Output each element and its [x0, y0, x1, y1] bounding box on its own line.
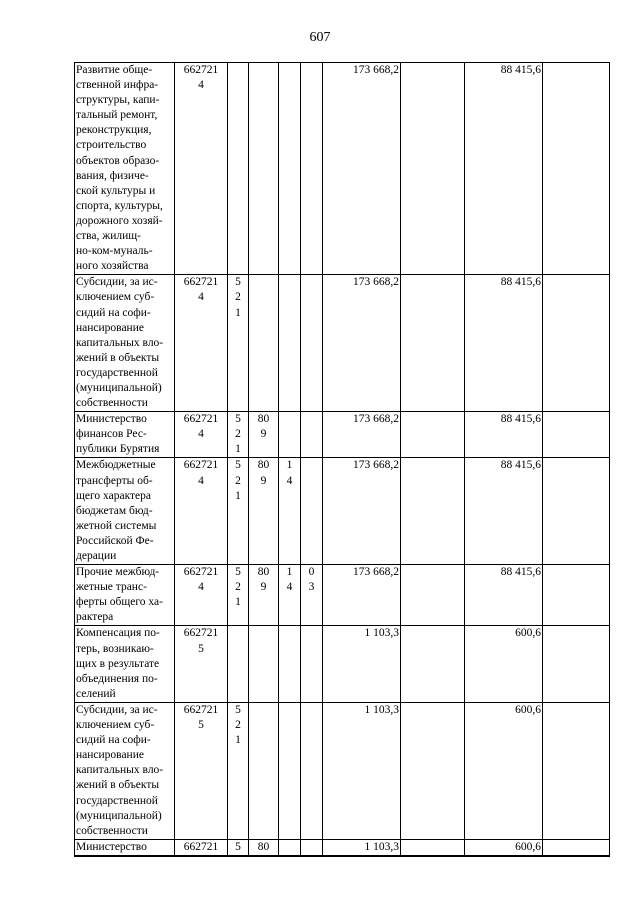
expense-type-cell-line: 5: [235, 703, 241, 716]
row-name-cell-line: капитальных вло-: [76, 336, 164, 349]
ministry-code-cell-line: 9: [260, 474, 267, 487]
target-code-cell-line: 4: [198, 79, 204, 92]
subsection-cell: [301, 565, 323, 626]
section-cell: [279, 626, 301, 702]
ministry-code-cell-line: 80: [257, 840, 270, 853]
row-name-cell-line: (муниципальной): [76, 809, 162, 822]
target-code-cell-line: 4: [198, 291, 204, 304]
target-code-cell: [175, 63, 228, 275]
target-code-cell-line: 5: [198, 642, 204, 655]
section-cell: [279, 412, 301, 458]
expense-type-cell-line: 5: [235, 459, 241, 472]
row-name-cell-line: ской культуры и: [76, 184, 156, 197]
section-cell: [279, 702, 301, 839]
amount-1-cell: 173 668,2: [323, 458, 401, 565]
expense-type-cell: [228, 412, 249, 458]
empty-cell-2: [543, 275, 610, 412]
empty-cell-1: [401, 63, 465, 275]
row-name-cell-line: жетной системы: [76, 519, 157, 532]
row-name-cell: [75, 412, 175, 458]
row-name-cell-line: государственной: [76, 794, 158, 807]
amount-1-cell: 173 668,2: [323, 63, 401, 275]
section-cell: [279, 458, 301, 565]
empty-cell-2: [543, 412, 610, 458]
target-code-cell-line: 662721: [183, 627, 219, 640]
row-name-cell-line: структуры, капи-: [76, 94, 160, 107]
row-name-cell: [75, 275, 175, 412]
row-name-cell-line: собственности: [76, 824, 148, 837]
row-name-cell-line: жетные транс-: [76, 581, 147, 594]
amount-2-cell: 88 415,6: [465, 565, 543, 626]
row-name-cell-line: объектов образо-: [76, 154, 160, 167]
expense-type-cell: [228, 275, 249, 412]
expense-type-cell: [228, 702, 249, 839]
row-name-cell-line: жений в объекты: [76, 351, 160, 364]
ministry-code-cell: [249, 63, 279, 275]
expense-type-cell: [228, 458, 249, 565]
target-code-cell-line: 662721: [183, 276, 219, 289]
ministry-code-cell-line: 9: [260, 581, 267, 594]
section-cell: [279, 63, 301, 275]
table-row: [75, 412, 610, 458]
subsection-cell: [301, 458, 323, 565]
subsection-cell-line: 0: [308, 566, 315, 579]
expense-type-cell-line: 2: [235, 428, 241, 441]
ministry-code-cell: [249, 702, 279, 839]
expense-type-cell-line: 2: [235, 474, 241, 487]
ministry-code-cell-line: 80: [257, 566, 270, 579]
empty-cell-2: [543, 839, 610, 856]
row-name-cell-line: селений: [76, 687, 116, 700]
amount-1-cell: 1 103,3: [323, 626, 401, 702]
section-cell-line: 4: [286, 581, 293, 594]
row-name-cell-line: тальный ремонт,: [76, 109, 158, 122]
amount-2-cell: 88 415,6: [465, 275, 543, 412]
section-cell: [279, 565, 301, 626]
expense-type-cell-line: 5: [235, 566, 241, 579]
row-name-cell-line: щего характера: [76, 489, 151, 502]
ministry-code-cell-line: 80: [257, 459, 270, 472]
section-cell-line: 1: [286, 459, 293, 472]
amount-1-cell: 173 668,2: [323, 565, 401, 626]
table-row: [75, 702, 610, 839]
row-name-cell-line: публики Бурятия: [76, 443, 160, 456]
amount-2-cell: 600,6: [465, 702, 543, 839]
row-name-cell-line: объединения по-: [76, 672, 158, 685]
expense-type-cell-line: 2: [235, 581, 241, 594]
ministry-code-cell: [249, 275, 279, 412]
empty-cell-2: [543, 702, 610, 839]
amount-2-cell: 600,6: [465, 839, 543, 856]
empty-cell-1: [401, 565, 465, 626]
subsection-cell: [301, 702, 323, 839]
row-name-cell-line: Межбюджетные: [76, 459, 156, 472]
row-name-cell-line: сидий на софи-: [76, 306, 151, 319]
ministry-code-cell: [249, 839, 279, 856]
expense-type-cell-line: 1: [235, 596, 241, 609]
row-name-cell-line: государственной: [76, 366, 158, 379]
row-name-cell-line: (муниципальной): [76, 381, 162, 394]
row-name-cell-line: ства, жилищ-: [76, 230, 141, 243]
row-name-cell-line: спорта, культуры,: [76, 199, 163, 212]
expense-type-cell-line: 2: [235, 291, 241, 304]
row-name-cell-line: рактера: [76, 611, 114, 624]
empty-cell-1: [401, 626, 465, 702]
empty-cell-1: [401, 458, 465, 565]
row-name-cell-line: вания, физиче-: [76, 169, 149, 182]
target-code-cell: [175, 702, 228, 839]
subsection-cell: [301, 839, 323, 856]
row-name-cell-line: Развитие обще-: [76, 64, 153, 76]
amount-2-cell: 600,6: [465, 626, 543, 702]
row-name-cell-line: жений в объекты: [76, 779, 160, 792]
target-code-cell: [175, 412, 228, 458]
section-cell-line: 1: [286, 566, 293, 579]
ministry-code-cell: [249, 626, 279, 702]
row-name-cell-line: нансирование: [76, 749, 144, 762]
target-code-cell-line: 662721: [183, 703, 219, 716]
row-name-cell-line: финансов Рес-: [76, 428, 147, 441]
target-code-cell-line: 4: [198, 474, 204, 487]
section-cell: [279, 275, 301, 412]
amount-2-cell: 88 415,6: [465, 63, 543, 275]
ministry-code-cell: [249, 458, 279, 565]
target-code-cell: [175, 275, 228, 412]
target-code-cell-line: 4: [198, 428, 204, 441]
row-name-cell-line: сидий на софи-: [76, 734, 151, 747]
empty-cell-2: [543, 565, 610, 626]
budget-table: [74, 62, 610, 857]
row-name-cell-line: Прочие межбюд-: [76, 566, 160, 579]
row-name-cell-line: Субсидии, за ис-: [76, 276, 158, 289]
expense-type-cell-line: 5: [235, 276, 241, 289]
amount-1-cell: 173 668,2: [323, 412, 401, 458]
row-name-cell-line: ного хозяйства: [76, 260, 149, 273]
empty-cell-1: [401, 702, 465, 839]
target-code-cell: [175, 626, 228, 702]
row-name-cell-line: ственной инфра-: [76, 79, 159, 92]
row-name-cell-line: Министерство: [76, 840, 147, 853]
row-name-cell-line: строительство: [76, 139, 147, 152]
amount-2-cell: 88 415,6: [465, 412, 543, 458]
row-name-cell-line: терь, возникаю-: [76, 642, 154, 655]
row-name-cell-line: бюджетам бюд-: [76, 504, 153, 517]
expense-type-cell-line: 1: [235, 489, 241, 502]
row-name-cell: [75, 626, 175, 702]
empty-cell-1: [401, 839, 465, 856]
target-code-cell-line: 662721: [183, 840, 219, 853]
table-row: [75, 275, 610, 412]
table-row: [75, 626, 610, 702]
empty-cell-1: [401, 275, 465, 412]
subsection-cell: [301, 63, 323, 275]
row-name-cell-line: Министерство: [76, 413, 147, 426]
target-code-cell: [175, 565, 228, 626]
row-name-cell-line: капитальных вло-: [76, 764, 164, 777]
table-row: [75, 839, 610, 856]
row-name-cell-line: Компенсация по-: [76, 627, 160, 640]
table-body: [75, 63, 610, 856]
amount-1-cell: 1 103,3: [323, 702, 401, 839]
row-name-cell: [75, 839, 175, 856]
row-name-cell-line: реконструкция,: [76, 124, 152, 137]
expense-type-cell-line: 1: [235, 734, 241, 747]
ministry-code-cell-line: 80: [257, 413, 270, 426]
target-code-cell-line: 662721: [183, 566, 219, 579]
amount-1-cell: 173 668,2: [323, 275, 401, 412]
expense-type-cell: [228, 63, 249, 275]
subsection-cell: [301, 275, 323, 412]
row-name-cell-line: дерации: [76, 550, 117, 562]
row-name-cell: [75, 458, 175, 565]
expense-type-cell-line: 5: [235, 413, 241, 426]
row-name-cell: [75, 63, 175, 275]
target-code-cell-line: 662721: [183, 459, 219, 472]
section-cell: [279, 839, 301, 856]
row-name-cell-line: щих в результате: [76, 657, 160, 670]
ministry-code-cell-line: 9: [260, 428, 267, 441]
section-cell-line: 4: [286, 474, 293, 487]
row-name-cell-line: дорожного хозяй-: [76, 214, 163, 227]
empty-cell-2: [543, 458, 610, 565]
row-name-cell-line: ключением суб-: [76, 291, 155, 304]
table-row: [75, 63, 610, 275]
subsection-cell: [301, 626, 323, 702]
target-code-cell-line: 662721: [183, 64, 219, 76]
target-code-cell: [175, 839, 228, 856]
row-name-cell-line: Субсидии, за ис-: [76, 703, 158, 716]
expense-type-cell: [228, 565, 249, 626]
row-name-cell-line: нансирование: [76, 321, 144, 334]
row-name-cell: [75, 702, 175, 839]
table-row: [75, 565, 610, 626]
empty-cell-2: [543, 626, 610, 702]
expense-type-cell-line: 1: [235, 306, 241, 319]
expense-type-cell-line: 5: [235, 840, 241, 853]
ministry-code-cell: [249, 412, 279, 458]
target-code-cell: [175, 458, 228, 565]
page-number: 607: [309, 30, 331, 45]
target-code-cell-line: 5: [198, 719, 204, 732]
row-name-cell-line: трансферты об-: [76, 474, 153, 487]
expense-type-cell-line: 2: [235, 719, 241, 732]
target-code-cell-line: 4: [198, 581, 204, 594]
row-name-cell-line: Российской Фе-: [76, 534, 154, 547]
empty-cell-1: [401, 412, 465, 458]
amount-1-cell: 1 103,3: [323, 839, 401, 856]
subsection-cell-line: 3: [308, 581, 315, 594]
row-name-cell: [75, 565, 175, 626]
row-name-cell-line: ферты общего ха-: [76, 596, 163, 609]
expense-type-cell-line: 1: [235, 443, 241, 456]
expense-type-cell: [228, 626, 249, 702]
expense-type-cell: [228, 839, 249, 856]
subsection-cell: [301, 412, 323, 458]
amount-2-cell: 88 415,6: [465, 458, 543, 565]
row-name-cell-line: собственности: [76, 397, 148, 410]
table-row: [75, 458, 610, 565]
empty-cell-2: [543, 63, 610, 275]
row-name-cell-line: ключением суб-: [76, 719, 155, 732]
ministry-code-cell: [249, 565, 279, 626]
target-code-cell-line: 662721: [183, 413, 219, 426]
row-name-cell-line: но-ком-муналь-: [76, 245, 153, 258]
